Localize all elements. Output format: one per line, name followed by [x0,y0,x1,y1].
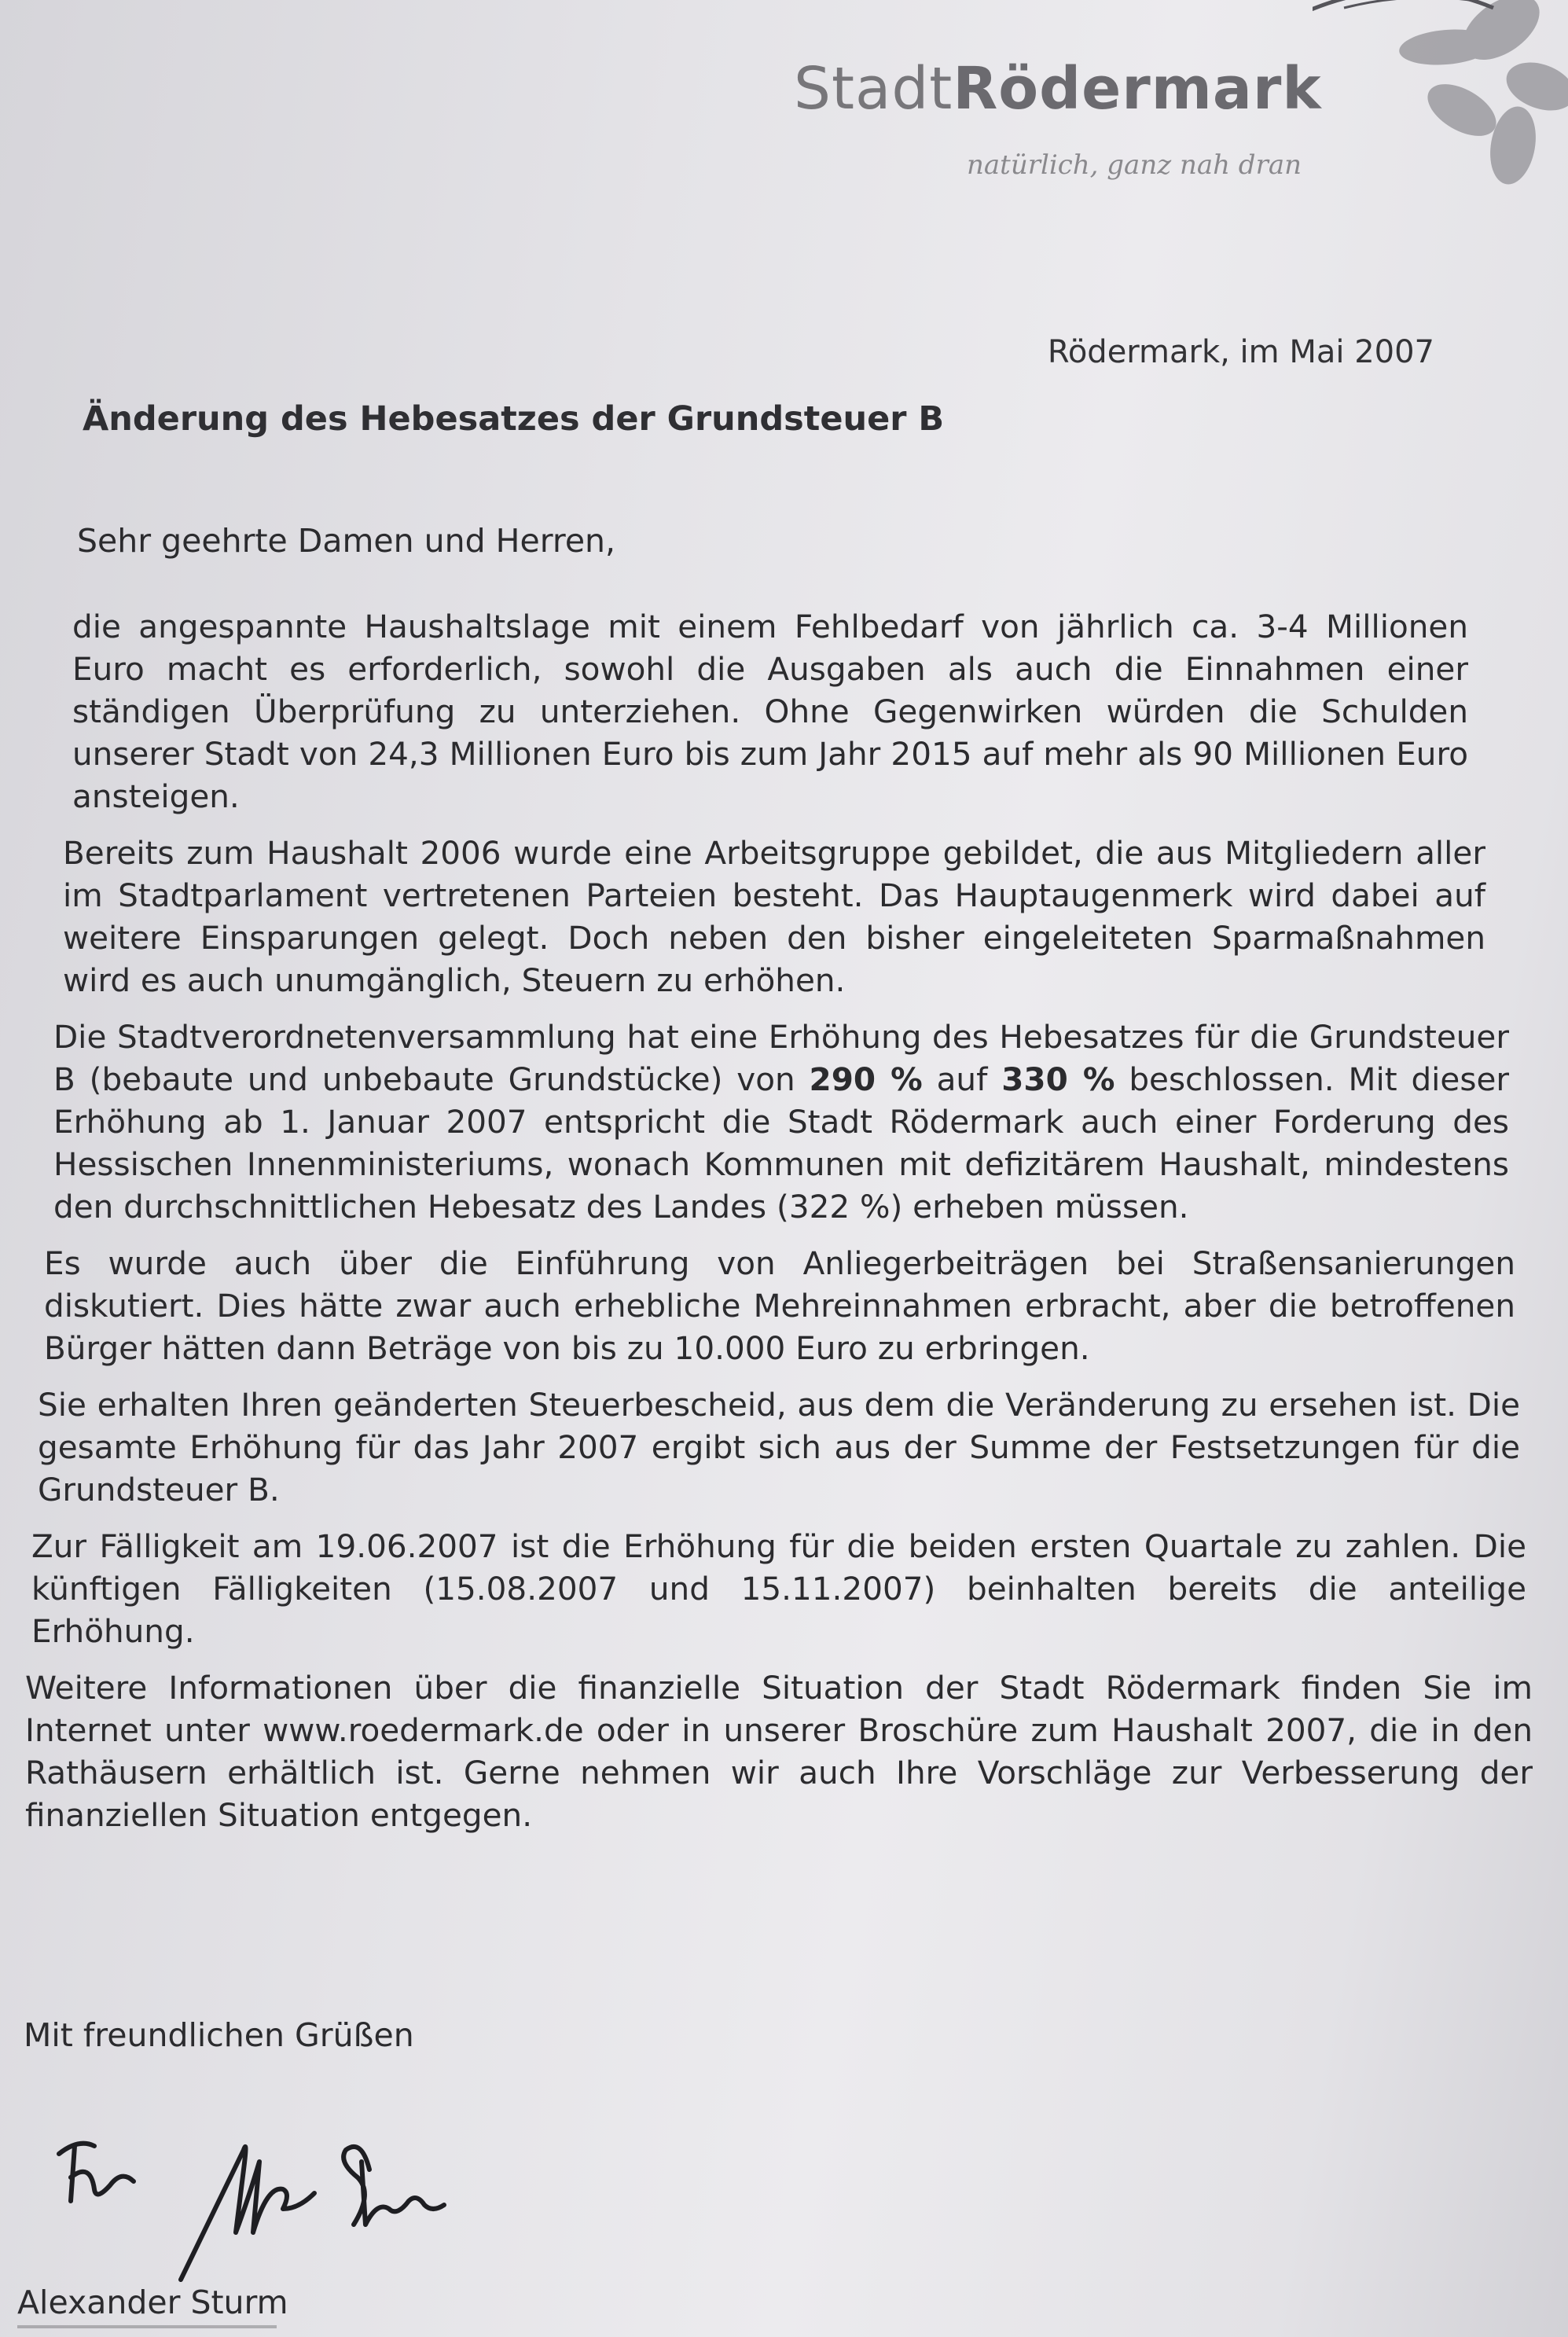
handwritten-signature [47,2115,519,2295]
logo-prefix: Stadt [794,55,953,123]
letter-closing: Mit freundlichen Grüßen [24,2016,414,2054]
letter-subject: Änderung des Hebesatzes der Grundsteuer B [83,399,945,439]
flower-logo-icon [1313,0,1568,197]
paragraph-working-group: Bereits zum Haushalt 2006 wurde eine Arbeitsgruppe gebildet, die aus Mitgliedern aller im Stadtparlament vertretenen Parteien besteht. Das Hauptaugenmerk wird dabei auf weitere Einsparungen gelegt. Doch neben den bisher eingeleiteten Sparmaßnahmen wird es auch unumgänglich, Steuern zu erhöhen. [63,834,1485,999]
city-logo [794,8,1564,197]
logo-name: Rödermark [953,55,1322,123]
paragraph-rate-increase [53,1016,1509,1228]
letter-date: Rödermark, im Mai 2007 [1047,334,1434,370]
new-rate: 330 % [1001,1060,1115,1098]
paragraph-road-fees: Es wurde auch über die Einführung von Anliegerbeiträgen bei Straßensanierungen diskutiert. Dies hätte zwar auch erhebliche Mehreinnahmen erbracht, aber die betroffenen Bürger hätten dann Beträge von bis zu 10.000 Euro zu erbringen. [44,1244,1515,1367]
rate-text-after: beschlossen. Mit dieser Erhöhung ab 1. Januar 2007 entspricht die Stadt Rödermark auch einer Forderung des Hessischen Innenministeriums, wonach Kommunen mit defizitärem Haushalt, mindestens den durchschnittlichen Hebesatz des Landes (322 %) erheben müssen. [53,1060,1510,1225]
old-rate: 290 % [809,1060,923,1098]
paragraph-tax-notice: Sie erhalten Ihren geänderten Steuerbescheid, aus dem die Veränderung zu ersehen ist. Die gesamte Erhöhung für das Jahr 2007 ergibt sich aus der Summe der Festsetzungen für die Grundsteuer B. [38,1386,1520,1508]
rate-text-before: Die Stadtverordnetenversammlung hat eine Erhöhung des Hebesatzes für die Grundsteuer B (bebaute und unbebaute Grundstücke) von [53,1018,1509,1098]
rate-text-middle: auf [922,1060,1002,1098]
logo-wordmark [794,55,1322,123]
letter-salutation: Sehr geehrte Damen und Herren, [77,522,616,560]
letter-body [25,605,1533,1850]
paragraph-budget: die angespannte Haushaltslage mit einem Fehlbedarf von jährlich ca. 3-4 Millionen Euro macht es erforderlich, sowohl die Ausgaben als auch die Einnahmen einer ständigen Überprüfung zu unterziehen. Ohne Gegenwirken würden die Schulden unserer Stadt von 24,3 Millionen Euro bis zum Jahr 2015 auf mehr als 90 Millionen Euro ansteigen. [72,608,1468,815]
logo-tagline: natürlich, ganz nah dran [967,149,1302,181]
paragraph-more-info: Weitere Informationen über die finanzielle Situation der Stadt Rödermark finden Sie im Internet unter www.roedermark.de oder in unserer Broschüre zum Haushalt 2007, die in den Rathäusern erhältlich ist. Gerne nehmen wir auch Ihre Vorschläge zur Verbesserung der finanziellen Situation entgegen. [25,1669,1533,1834]
cropped-text-line [17,2325,277,2337]
paragraph-due-dates: Zur Fälligkeit am 19.06.2007 ist die Erhöhung für die beiden ersten Quartale zu zahlen. Die künftigen Fälligkeiten (15.08.2007 und 15.11.2007) beinhalten bereits die anteilige Erhöhung. [31,1527,1526,1650]
signer-name: Alexander Sturm [17,2284,288,2321]
